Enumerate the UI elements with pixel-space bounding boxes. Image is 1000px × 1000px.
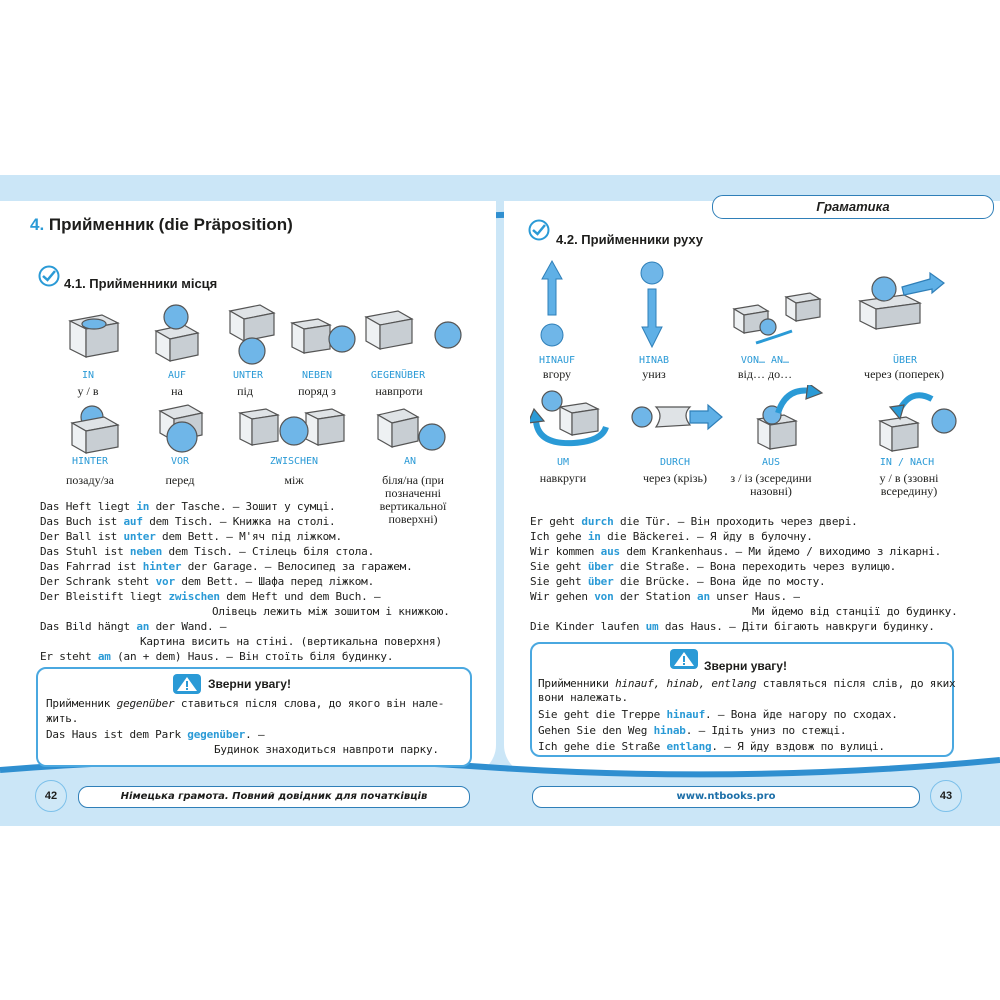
note-line: Прийменники hinauf, hinab, entlang ставляться після слів, до яких	[538, 677, 956, 690]
example-line: Картина висить на стіні. (вертикальна поверхня)	[140, 635, 442, 648]
chapter-title	[30, 215, 293, 235]
motion-illustrations-row2	[530, 385, 970, 457]
box-ball-under-icon	[230, 305, 274, 364]
example-line: Das Heft liegt in der Tasche. — Зошит у сумці.	[40, 500, 336, 513]
prep-translation: поряд з	[298, 384, 336, 398]
example-line: Das Bild hängt an der Wand. —	[40, 620, 227, 633]
prep-translation: навпроти	[375, 384, 423, 398]
section-tab-label: Граматика	[816, 199, 890, 214]
note-line: вони належать.	[538, 691, 628, 704]
arrow-up-icon	[541, 261, 563, 346]
example-line: Das Fahrrad ist hinter der Garage. — Велосипед за гаражем.	[40, 560, 413, 573]
example-line: Sie geht über die Straße. — Вона переходить через вулицю.	[530, 560, 897, 573]
prep-translation: навкруги	[539, 471, 587, 485]
prep-label: AN	[403, 456, 417, 467]
example-line: Die Kinder laufen um das Haus. — Діти бігають навкруги будинку.	[530, 620, 935, 633]
book-spread	[0, 175, 1000, 826]
checkmark-icon	[38, 265, 60, 287]
through-icon	[632, 405, 722, 429]
prep-translation: униз	[642, 367, 666, 381]
example-line: Er geht durch die Tür. — Він проходить через двері.	[530, 515, 858, 528]
prep-label: UNTER	[232, 370, 264, 381]
motion-illustrations-row1	[530, 259, 970, 351]
example-line: Ми йдемо від станції до будинку.	[752, 605, 958, 618]
chapter-title-text: Прийменник (die Präposition)	[44, 215, 293, 234]
example-line: Der Bleistift liegt zwischen dem Heft und dem Buch. —	[40, 590, 381, 603]
prep-label: VON… AN…	[740, 355, 790, 366]
note-line: жить.	[46, 712, 79, 725]
prep-label: AUF	[167, 370, 187, 381]
prep-translation: з / із (зсередини назовні)	[730, 471, 812, 498]
prep-label: VOR	[170, 456, 190, 467]
example-line: Das Buch ist auf dem Tisch. — Книжка на столі.	[40, 515, 336, 528]
example-line: Das Stuhl ist neben dem Tisch. — Стілець біля стола.	[40, 545, 374, 558]
box-ball-next-icon	[292, 319, 355, 353]
example-line: Er steht am (an + dem) Haus. — Він стоїть біля будинку.	[40, 650, 394, 663]
note-title: Зверни увагу!	[704, 659, 787, 673]
example-line: Sie geht über die Brücke. — Вона йде по мосту.	[530, 575, 826, 588]
page-number-right: 43	[930, 780, 962, 812]
prep-translation: через (крізь)	[643, 471, 707, 485]
note-line: Gehen Sie den Weg hinab. — Ідіть униз по стежці.	[538, 724, 847, 737]
over-icon	[860, 273, 944, 329]
place-illustrations-row1	[60, 303, 480, 367]
checkmark-icon	[528, 219, 550, 241]
footer-right-url[interactable]: www.ntbooks.pro	[532, 786, 920, 808]
example-line: Der Ball ist unter dem Bett. — М'яч під ліжком.	[40, 530, 342, 543]
note-title: Зверни увагу!	[208, 677, 291, 691]
example-line: Wir gehen von der Station an unser Haus. —	[530, 590, 800, 603]
prep-label: HINAUF	[538, 355, 576, 366]
prep-translation: вгору	[542, 367, 572, 381]
note-line: Прийменник gegenüber ставиться після слова, до якого він нале-	[46, 697, 445, 710]
box-ball-at-icon	[378, 409, 445, 450]
prep-translation: від… до…	[737, 367, 793, 381]
box-ball-on-icon	[156, 305, 198, 361]
subhead-place: 4.1. Прийменники місця	[64, 276, 218, 291]
prep-translation: позаду/за	[66, 473, 114, 487]
prep-label: ZWISCHEN	[269, 456, 319, 467]
into-icon	[880, 395, 956, 451]
prep-translation: через (поперек)	[864, 367, 944, 381]
place-illustrations-row2	[60, 401, 480, 457]
prep-translation: на	[171, 384, 183, 398]
chapter-number: 4.	[30, 215, 45, 234]
box-ball-behind-icon	[72, 406, 118, 453]
subhead-motion: 4.2. Прийменники руху	[556, 232, 703, 247]
prep-label: ÜBER	[892, 355, 918, 366]
prep-translation: у / в	[77, 384, 99, 398]
prep-label: IN	[81, 370, 95, 381]
warning-icon	[173, 674, 201, 694]
example-line: Олівець лежить між зошитом і книжкою.	[212, 605, 450, 618]
section-tab	[712, 195, 994, 219]
page-number-left: 42	[35, 780, 67, 812]
from-to-icon	[734, 293, 820, 343]
prep-label: UM	[556, 457, 570, 468]
warning-icon	[670, 649, 698, 669]
example-line: Der Schrank steht vor dem Bett. — Шафа перед ліжком.	[40, 575, 374, 588]
prep-label: IN / NACH	[879, 457, 935, 468]
prep-label: AUS	[761, 457, 781, 468]
note-line: Sie geht die Treppe hinauf. — Вона йде нагору по сходах.	[538, 708, 898, 721]
out-of-icon	[758, 385, 822, 449]
box-ball-opposite-icon	[366, 311, 461, 349]
prep-label: DURCH	[659, 457, 691, 468]
prep-translation: у / в (ззовні всередину)	[879, 471, 939, 498]
example-line: Wir kommen aus dem Krankenhaus. — Ми йдемо / виходимо з лікарні.	[530, 545, 942, 558]
prep-translation: під	[237, 384, 253, 398]
prep-label: NEBEN	[301, 370, 333, 381]
arrow-down-icon	[641, 262, 663, 347]
prep-translation: між	[284, 473, 304, 487]
box-ball-in-front-icon	[160, 405, 202, 452]
box-ball-in-icon	[70, 315, 118, 357]
prep-translation: біля/на (при позначенні вертикальної поверхні)	[379, 473, 447, 526]
boxes-ball-between-icon	[240, 409, 344, 445]
example-line: Ich gehe in die Bäckerei. — Я йду в булочну.	[530, 530, 813, 543]
prep-label: HINTER	[71, 456, 109, 467]
prep-label: GEGENÜBER	[370, 370, 426, 381]
note-line: Будинок знаходиться навпроти парку.	[214, 743, 439, 756]
prep-translation: перед	[165, 473, 195, 487]
prep-label: HINAB	[638, 355, 670, 366]
note-line: Ich gehe die Straße entlang. — Я йду вздовж по вулиці.	[538, 740, 885, 753]
footer-left: Німецька грамота. Повний довідник для початківців	[78, 786, 470, 808]
around-icon	[530, 391, 606, 443]
note-line: Das Haus ist dem Park gegenüber. —	[46, 728, 265, 741]
